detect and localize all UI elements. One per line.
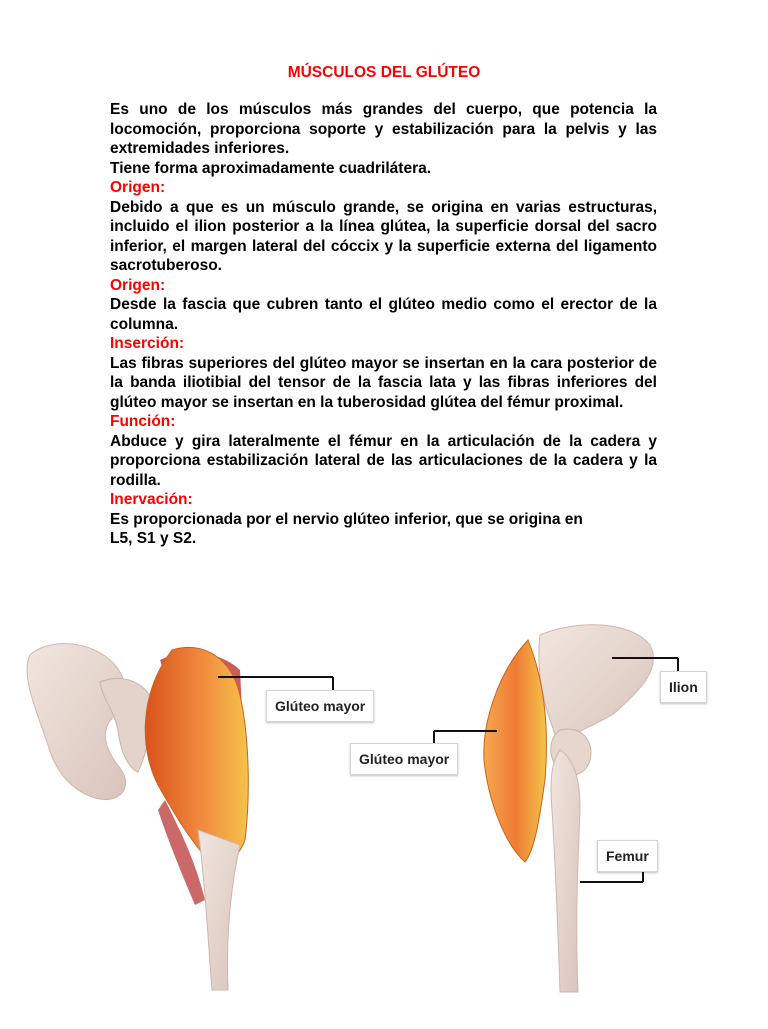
callout-gluteo-mayor-right: Glúteo mayor bbox=[350, 743, 458, 775]
section-label-inervacion: Inervación: bbox=[110, 491, 193, 508]
gluteus-illustration bbox=[0, 600, 768, 1024]
left-gluteus-maximus bbox=[145, 647, 248, 863]
section-label-origen-1: Origen: bbox=[110, 179, 166, 196]
section-text-funcion: Abduce y gira lateralmente el fémur en la articulación de la cadera y proporciona estabilización lateral de las articulaciones de la cadera y la rodilla. bbox=[110, 432, 657, 489]
section-text-origen-2: Desde la fascia que cubren tanto el glúteo medio como el erector de la columna. bbox=[110, 296, 657, 333]
right-ilion-bone bbox=[539, 625, 654, 745]
section-label-funcion: Función: bbox=[110, 413, 176, 430]
section-text-inervacion-roots: L5, S1 y S2. bbox=[110, 530, 197, 547]
shape-paragraph: Tiene forma aproximadamente cuadrilátera. bbox=[110, 159, 432, 177]
document-body bbox=[110, 100, 657, 549]
intro-paragraph: Es uno de los músculos más grandes del cuerpo, que potencia la locomoción, proporciona soporte y estabilización para la pelvis y las extremidades inferiores. bbox=[110, 101, 657, 157]
section-text-origen-1: Debido a que es un músculo grande, se origina en varias estructuras, incluido el ilion posterior a la línea glútea, la superficie dorsal del sacro inferior, el margen lateral del cóccix y la superficie externa del ligamento sacrotuberoso. bbox=[110, 198, 657, 274]
left-iliac-wing bbox=[27, 644, 126, 800]
section-text-inervacion: Es proporcionada por el nervio glúteo inferior, que se origina en bbox=[110, 510, 583, 528]
right-femur bbox=[551, 750, 580, 992]
section-label-origen-2: Origen: bbox=[110, 276, 166, 294]
callout-ilion: Ilion bbox=[660, 671, 707, 703]
anatomy-figure bbox=[0, 600, 768, 1024]
left-femur bbox=[198, 830, 240, 990]
page-title: MÚSCULOS DEL GLÚTEO bbox=[287, 64, 481, 81]
right-hip-view bbox=[434, 625, 678, 992]
callout-gluteo-mayor-left: Glúteo mayor bbox=[266, 690, 374, 722]
callout-femur: Femur bbox=[597, 840, 658, 872]
section-label-insercion: Inserción: bbox=[110, 335, 185, 352]
right-gluteus-maximus bbox=[484, 640, 547, 862]
section-text-insercion: Las fibras superiores del glúteo mayor se insertan en la cara posterior de la banda iliotibial del tensor de la fascia lata y las fibras inferiores del glúteo mayor se insertan en la tuberosidad glútea del fémur proximal. bbox=[110, 354, 657, 411]
